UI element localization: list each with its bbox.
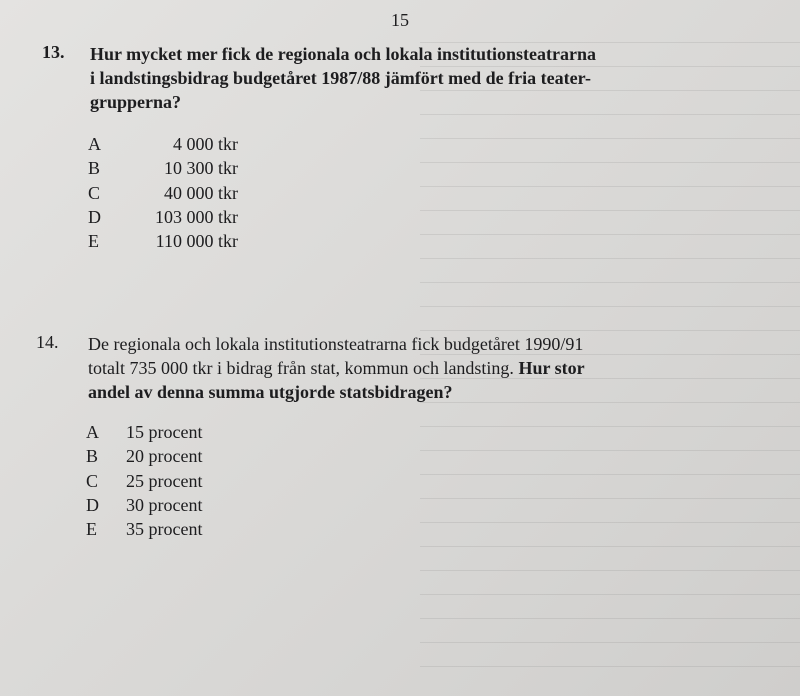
option-value: 30 procent xyxy=(126,494,203,515)
option-value: 10 300 tkr xyxy=(164,158,238,179)
question-line: Hur mycket mer fick de regionala och lokala institutionsteatrarna xyxy=(90,44,596,64)
question-line: andel av denna summa utgjorde statsbidragen? xyxy=(88,382,453,402)
option-value: 103 000 tkr xyxy=(155,206,238,227)
question-line xyxy=(88,356,728,380)
answer-option-c xyxy=(86,469,756,493)
option-value: 15 procent xyxy=(126,422,203,442)
question-14 xyxy=(36,332,756,541)
option-value: 20 procent xyxy=(126,446,203,467)
option-letter: C xyxy=(88,182,101,203)
answer-option-a xyxy=(88,132,742,156)
option-value: 35 procent xyxy=(126,519,203,540)
question-text-normal: totalt 735 000 tkr i bidrag från stat, kommun och landsting. xyxy=(88,358,519,378)
question-number: 14. xyxy=(36,332,59,352)
option-value: 25 procent xyxy=(126,470,203,491)
option-letter: A xyxy=(88,134,101,154)
answer-option-c xyxy=(88,181,742,205)
answer-option-a xyxy=(86,420,756,444)
answer-option-e xyxy=(86,517,756,541)
option-letter: B xyxy=(86,446,99,467)
answer-option-e xyxy=(88,229,742,253)
option-letter: A xyxy=(86,422,99,442)
option-value: 40 000 tkr xyxy=(164,182,238,203)
question-line: i landstingsbidrag budgetåret 1987/88 jämfört med de fria teater- xyxy=(90,68,591,88)
option-value: 110 000 tkr xyxy=(155,231,238,252)
answer-option-d xyxy=(86,493,756,517)
option-letter: D xyxy=(88,206,101,227)
option-value: 4 000 tkr xyxy=(173,134,238,154)
answer-option-d xyxy=(88,205,742,229)
answer-options xyxy=(88,132,742,253)
option-letter: D xyxy=(86,494,99,515)
question-line: De regionala och lokala institutionsteatrarna fick budgetåret 1990/91 xyxy=(88,334,584,354)
answer-options xyxy=(86,420,756,541)
question-number: 13. xyxy=(42,42,65,62)
answer-option-b xyxy=(86,444,756,468)
question-13 xyxy=(42,42,742,253)
page-number: 15 xyxy=(391,10,409,30)
question-line: grupperna? xyxy=(90,92,182,112)
option-letter: C xyxy=(86,470,99,491)
option-letter: B xyxy=(88,158,101,179)
option-letter: E xyxy=(86,519,97,540)
option-letter: E xyxy=(88,231,99,252)
question-text xyxy=(90,42,690,114)
answer-option-b xyxy=(88,156,742,180)
question-text xyxy=(88,332,728,404)
question-text-bold: Hur stor xyxy=(518,358,585,378)
